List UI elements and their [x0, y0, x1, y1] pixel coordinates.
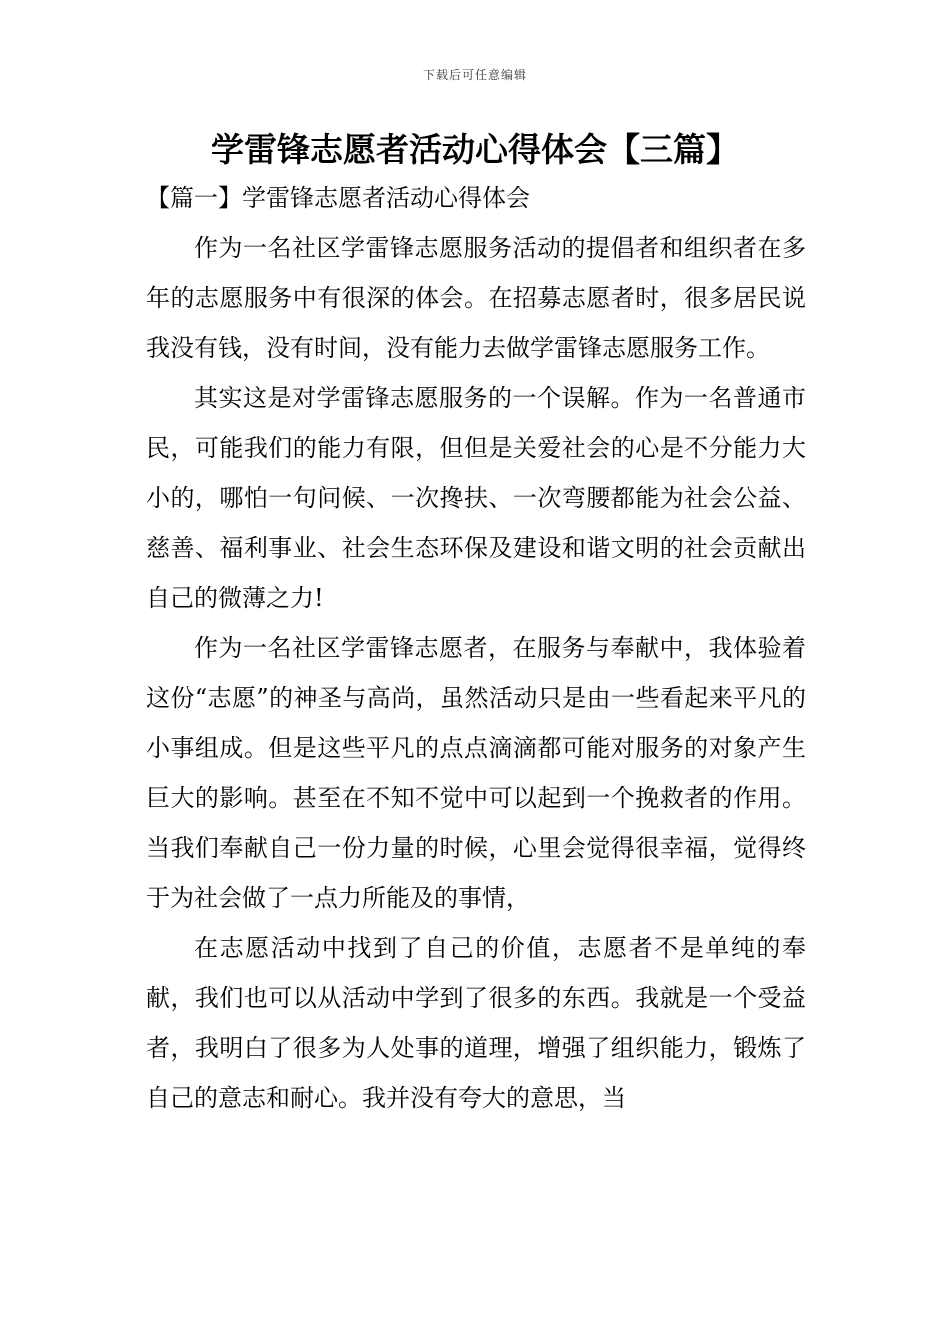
paragraph-1: 作为一名社区学雷锋志愿服务活动的提倡者和组织者在多年的志愿服务中有很深的体会。在招募志愿者时，很多居民说我没有钱，没有时间，没有能力去做学雷锋志愿服务工作。 [146, 234, 806, 362]
document-title: 学雷锋志愿者活动心得体会【三篇】 [211, 130, 739, 169]
paragraph-4: 在志愿活动中找到了自己的价值，志愿者不是单纯的奉献，我们也可以从活动中学到了很多的东西。我就是一个受益者，我明白了很多为人处事的道理，增强了组织能力，锻炼了自己的意志和耐心。我并没有夸大的意思，当 [146, 934, 806, 1112]
section-heading: 【篇一】学雷锋志愿者活动心得体会 [146, 184, 530, 212]
paragraph-2: 其实这是对学雷锋志愿服务的一个误解。作为一名普通市民，可能我们的能力有限，但但是关爱社会的心是不分能力大小的，哪怕一句问候、一次搀扶、一次弯腰都能为社会公益、慈善、福利事业、社会生态环保及建设和谐文明的社会贡献出自己的微薄之力! [146, 384, 806, 612]
header-note: 下载后可任意编辑 [422, 68, 527, 82]
paragraph-3: 作为一名社区学雷锋志愿者，在服务与奉献中，我体验着这份“志愿”的神圣与高尚，虽然活动只是由一些看起来平凡的小事组成。但是这些平凡的点点滴滴都可能对服务的对象产生巨大的影响。甚至在不知不觉中可以起到一个挽救者的作用。当我们奉献自己一份力量的时候，心里会觉得很幸福，觉得终于为社会做了一点力所能及的事情， [146, 634, 806, 912]
document-body [146, 223, 806, 1123]
